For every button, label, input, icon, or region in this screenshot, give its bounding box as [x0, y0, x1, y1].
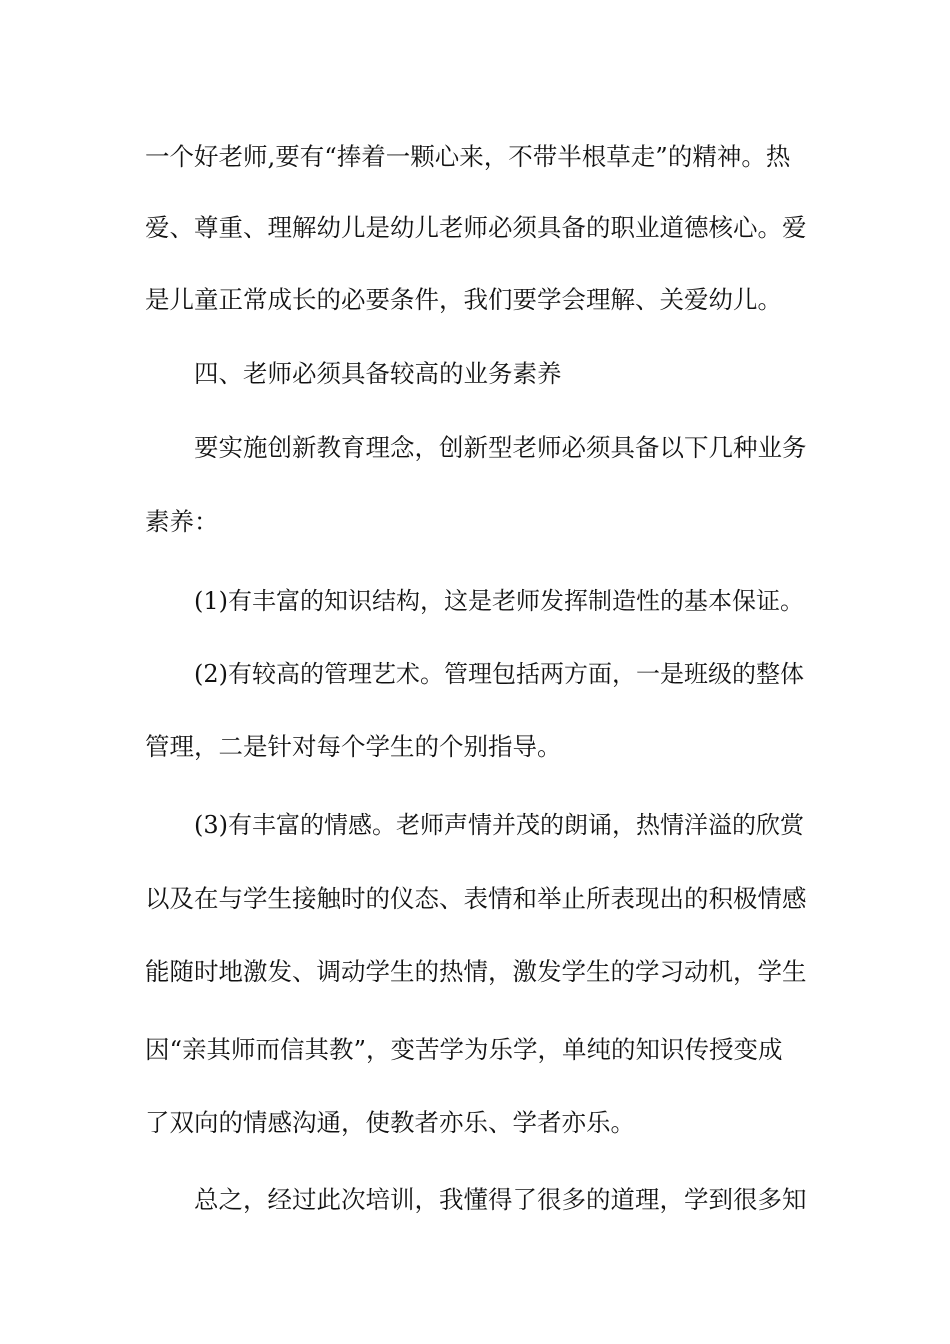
list-item-line: 因“亲其师而信其教”，变苦学为乐学，单纯的知识传授变成 [145, 1035, 783, 1064]
paragraph-line: 是儿童正常成长的必要条件，我们要学会理解、关爱幼儿。 [145, 285, 782, 314]
list-item-line: 了双向的情感沟通，使教者亦乐、学者亦乐。 [145, 1108, 635, 1137]
paragraph-line: 爱、尊重、理解幼儿是幼儿老师必须具备的职业道德核心。爱 [145, 213, 807, 242]
paragraph-line: 素养： [145, 507, 219, 536]
section-heading: 四、老师必须具备较高的业务素养 [194, 359, 562, 388]
list-item-line: (1)有丰富的知识结构，这是老师发挥制造性的基本保证。 [194, 587, 804, 615]
list-item-line: (3)有丰富的情感。老师声情并茂的朗诵，热情洋溢的欣赏 [194, 811, 804, 839]
paragraph-line: 一个好老师,要有“捧着一颗心来，不带半根草走”的精神。热 [145, 142, 791, 171]
paragraph-line: 要实施创新教育理念，创新型老师必须具备以下几种业务 [194, 433, 807, 462]
list-item-line: 能随时地激发、调动学生的热情，激发学生的学习动机，学生 [145, 957, 807, 986]
list-item-line: 管理，二是针对每个学生的个别指导。 [145, 732, 562, 761]
list-item-line: 以及在与学生接触时的仪态、表情和举止所表现出的积极情感 [145, 884, 807, 913]
list-item-line: (2)有较高的管理艺术。管理包括两方面，一是班级的整体 [194, 660, 804, 688]
paragraph-line: 总之，经过此次培训，我懂得了很多的道理，学到很多知 [194, 1185, 807, 1214]
